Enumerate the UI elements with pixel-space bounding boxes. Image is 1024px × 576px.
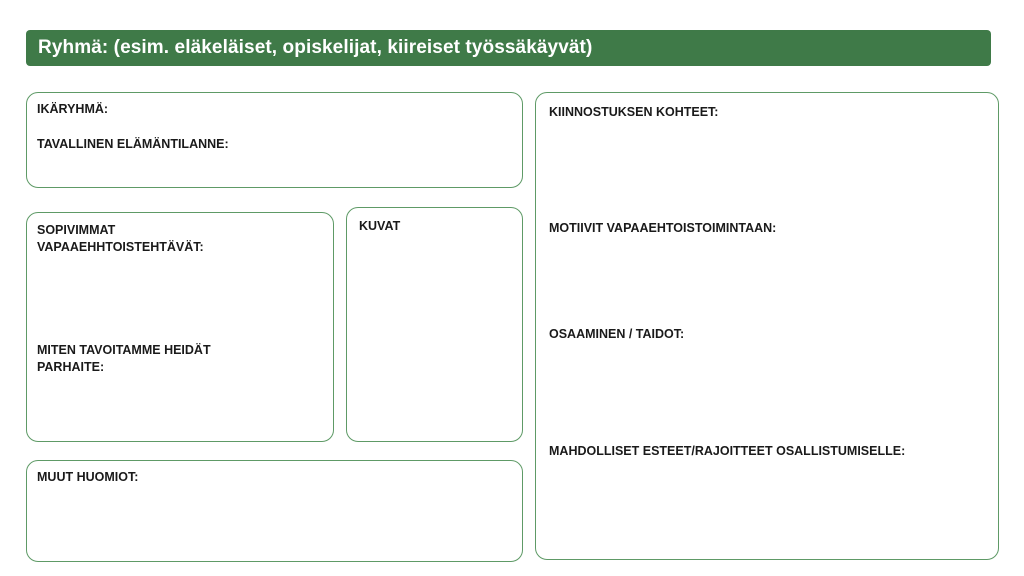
tasks-box [26, 212, 334, 442]
images-box [346, 207, 523, 442]
group-title: Ryhmä: (esim. eläkeläiset, opiskelijat, kiireiset työssäkäyvät) [38, 37, 593, 58]
interests-box [535, 92, 999, 560]
group-header [26, 30, 991, 66]
interests-label: KIINNOSTUKSEN KOHTEET: [549, 105, 719, 119]
images-label: KUVAT [359, 219, 401, 233]
reach-label-line2: PARHAITE: [37, 360, 105, 374]
motives-label: MOTIIVIT VAPAAEHTOISTOIMINTAAN: [549, 221, 777, 235]
skills-label: OSAAMINEN / TAIDOT: [549, 327, 685, 341]
profile-box [26, 92, 523, 188]
age-group-label: IKÄRYHMÄ: [37, 102, 109, 116]
life-situation-label: TAVALLINEN ELÄMÄNTILANNE: [37, 137, 229, 151]
tasks-label-line2: VAPAAEHHTOISTEHTÄVÄT: [37, 240, 204, 254]
tasks-label-line1: SOPIVIMMAT [37, 223, 116, 237]
notes-box [26, 460, 523, 562]
reach-label-line1: MITEN TAVOITAMME HEIDÄT [37, 343, 211, 357]
notes-label: MUUT HUOMIOT: [37, 470, 139, 484]
barriers-label: MAHDOLLISET ESTEET/RAJOITTEET OSALLISTUMISELLE: [549, 444, 906, 458]
